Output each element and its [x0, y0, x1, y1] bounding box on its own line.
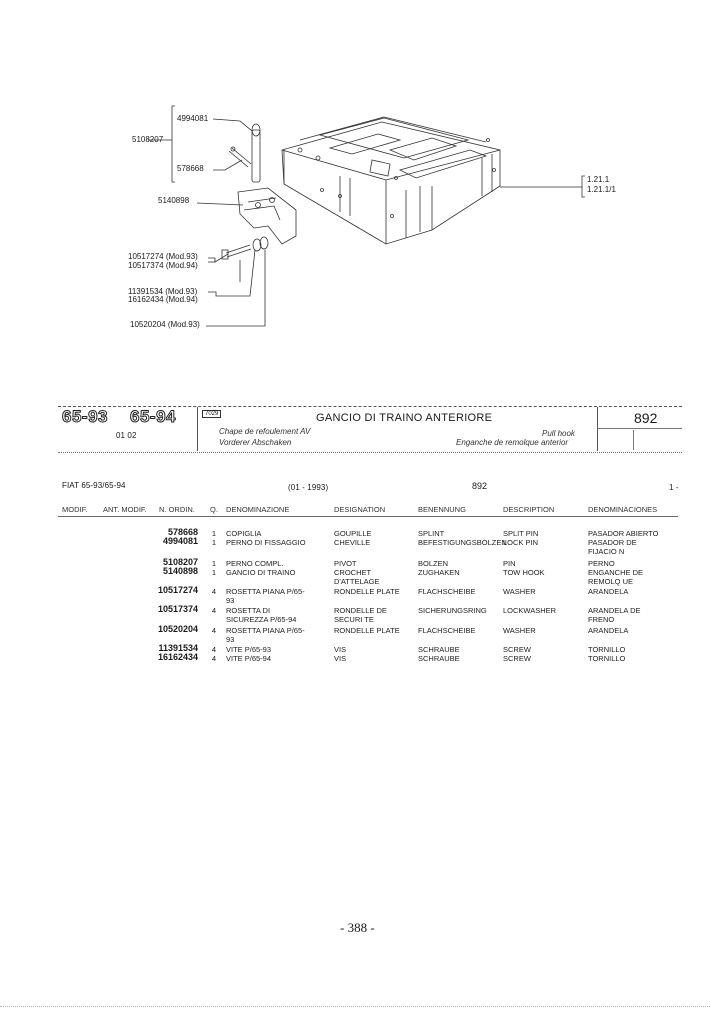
part-qty: 4: [211, 626, 217, 635]
callout-11391534: 11391534 (Mod.93): [128, 287, 198, 296]
callout-10517274: 10517274 (Mod.93): [128, 252, 198, 261]
part-code: 10520204: [157, 624, 198, 634]
part-name-de: SPLINT: [418, 529, 445, 538]
ref-code-box: 7029: [202, 410, 221, 418]
part-name-es: ARANDELA DE FRENO: [588, 606, 641, 624]
part-name-fr: RONDELLE PLATE: [334, 587, 400, 596]
part-name-de: FLACHSCHEIBE: [418, 587, 476, 596]
header-divider-left: [197, 407, 198, 451]
part-name-de: SCHRAUBE: [418, 654, 460, 663]
part-name-de: SICHERUNGSRING: [418, 606, 487, 615]
part-name-de: ZUGHAKEN: [418, 568, 460, 577]
part-code: 10517274: [157, 585, 198, 595]
part-qty: 4: [211, 587, 217, 596]
part-qty: 4: [211, 654, 217, 663]
part-name-es: PASADOR ABIERTO: [588, 529, 659, 538]
part-name-en: WASHER: [503, 587, 536, 596]
callout-5108207: 5108207: [132, 135, 164, 144]
callout-578668: 578668: [177, 164, 204, 173]
model-badge-1: 65-93: [62, 407, 108, 426]
part-name-fr: RONDELLE PLATE: [334, 626, 400, 635]
group-number: 892: [634, 410, 658, 426]
part-code: 4994081: [162, 536, 198, 546]
part-qty: 4: [211, 606, 217, 615]
part-name-de: SCHRAUBE: [418, 645, 460, 654]
part-name-it: VITE P/65-94: [226, 654, 272, 663]
title-italian: GANCIO DI TRAINO ANTERIORE: [316, 412, 493, 424]
part-name-fr: GOUPILLE: [334, 529, 372, 538]
part-code: 11391534: [158, 643, 198, 653]
part-qty: 1: [211, 559, 217, 568]
title-english: Pull hook: [542, 429, 575, 438]
part-name-es: ENGANCHE DE REMOLQ UE: [588, 568, 644, 586]
part-qty: 1: [211, 538, 217, 547]
part-name-es: PERNO: [588, 559, 615, 568]
part-name-it: GANCIO DI TRAINO: [226, 568, 296, 577]
part-name-it: ROSETTA PIANA P/65-93: [226, 626, 305, 644]
part-name-en: SCREW: [503, 645, 531, 654]
col-n-ordin: N. ORDIN.: [159, 505, 195, 514]
part-name-fr: PIVOT: [334, 559, 357, 568]
part-qty: 1: [211, 529, 217, 538]
part-name-en: WASHER: [503, 626, 536, 635]
title-german: Vorderer Abschaken: [219, 438, 292, 447]
header-date: 01 02: [116, 431, 137, 440]
part-name-es: ARANDELA: [588, 626, 629, 635]
callout-ref-1: 1.21.1: [587, 175, 610, 184]
part-name-de: FLACHSCHEIBE: [418, 626, 476, 635]
part-name-es: TORNILLO: [588, 654, 626, 663]
col-ant-modif: ANT. MODIF.: [103, 505, 147, 514]
col-designation: DESIGNATION: [334, 505, 386, 514]
page-number: - 388 -: [340, 920, 375, 935]
table-group: 892: [472, 481, 488, 491]
col-benennung: BENENNUNG: [418, 505, 466, 514]
part-name-de: BEFESTIGUNGSBOLZEN: [418, 538, 507, 547]
part-name-de: BOLZEN: [418, 559, 449, 568]
table-page: 1 -: [669, 483, 679, 492]
callout-ref-2: 1.21.1/1: [587, 185, 616, 194]
scan-edge-noise: [0, 1006, 710, 1007]
exploded-parts-diagram: [0, 0, 710, 400]
part-code: 5108207: [162, 557, 198, 567]
header-divider-small: [633, 430, 634, 450]
part-name-en: SCREW: [503, 654, 531, 663]
part-name-it: PERNO COMPL.: [226, 559, 284, 568]
callout-5140898: 5140898: [158, 196, 190, 205]
part-name-it: ROSETTA PIANA P/65-93: [226, 587, 305, 605]
part-name-en: PIN: [503, 559, 516, 568]
col-denominazione: DENOMINAZIONE: [226, 505, 290, 514]
part-name-fr: CROCHET D'ATTELAGE: [334, 568, 380, 586]
callout-4994081: 4994081: [177, 114, 209, 123]
callout-16162434: 16162434 (Mod.94): [128, 295, 198, 304]
part-name-it: VITE P/65-93: [226, 645, 272, 654]
part-name-en: LOCKWASHER: [503, 606, 557, 615]
part-name-fr: VIS: [334, 645, 347, 654]
part-name-it: COPIGLIA: [226, 529, 262, 538]
part-code: 5140898: [162, 566, 198, 576]
part-name-fr: CHEVILLE: [334, 538, 371, 547]
model-badge-2: 65-94: [130, 407, 176, 426]
part-name-es: PASADOR DE FIJACIO N: [588, 538, 637, 556]
part-name-fr: VIS: [334, 654, 347, 663]
title-french: Chape de refoulement AV: [219, 427, 311, 436]
part-code: 578668: [167, 527, 198, 537]
callout-10517374: 10517374 (Mod.94): [128, 261, 198, 270]
model-line: FIAT 65-93/65-94: [62, 481, 126, 490]
part-name-fr: RONDELLE DE SECURI TE: [334, 606, 387, 624]
callout-10520204: 10520204 (Mod.93): [130, 320, 200, 329]
header-bottom-rule: [58, 452, 682, 453]
header-divider-right: [597, 407, 598, 451]
part-name-en: SPLIT PIN: [503, 529, 539, 538]
part-qty: 4: [211, 645, 217, 654]
part-code: 10517374: [157, 604, 198, 614]
part-name-es: TORNILLO: [588, 645, 626, 654]
part-name-es: ARANDELA: [588, 587, 629, 596]
part-name-it: PERNO DI FISSAGGIO: [226, 538, 306, 547]
column-header-rule: [58, 516, 678, 517]
part-qty: 1: [211, 568, 217, 577]
col-qty: Q.: [210, 505, 218, 514]
header-group-rule: [598, 428, 682, 429]
part-name-en: LOCK PIN: [503, 538, 539, 547]
title-spanish: Enganche de remolque anterior: [456, 438, 569, 447]
col-modif: MODIF.: [62, 505, 88, 514]
col-description: DESCRIPTION: [503, 505, 555, 514]
table-date: (01 - 1993): [288, 483, 329, 492]
part-code: 16162434: [157, 652, 198, 662]
part-name-it: ROSETTA DI SICUREZZA P/65-94: [226, 606, 297, 624]
col-denominaciones: DENOMINACIONES: [588, 505, 658, 514]
part-name-en: TOW HOOK: [503, 568, 545, 577]
